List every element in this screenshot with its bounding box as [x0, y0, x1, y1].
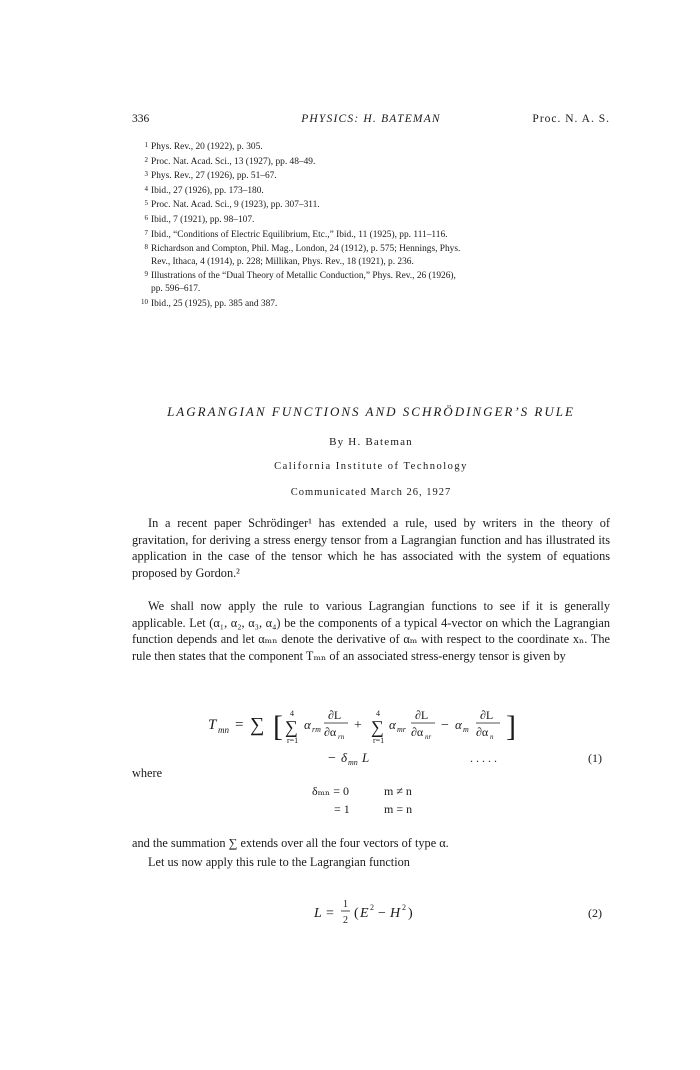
delta-row-2: = 1 m = n [334, 802, 413, 816]
footnote-continuation: pp. 596–617. [151, 283, 201, 294]
svg-text:L: L [314, 906, 322, 921]
equation-2-number: (2) [588, 906, 602, 920]
paragraph-1: In a recent paper Schrödinger¹ has extended a rule, used by writers in the theory of gravitation, for deriving a stress energy tensor from a Lagrangian function and has illustrated its application in the case of the tensor which he has associated with the system of equations proposed by Gordon.² [132, 516, 610, 580]
svg-text:rn: rn [338, 733, 345, 741]
page-number: 336 [132, 113, 150, 125]
footnote: 2 Proc. Nat. Acad. Sci., 13 (1927), pp. 48–49. [144, 155, 316, 167]
running-header [132, 113, 610, 129]
article-title: LAGRANGIAN FUNCTIONS AND SCHRÖDINGER’S RULE [167, 404, 575, 419]
journal-abbrev: Proc. N. A. S. [532, 113, 610, 125]
svg-text:=: = [235, 717, 244, 733]
svg-text:α: α [304, 717, 311, 732]
svg-text:+: + [354, 718, 362, 733]
svg-text:δ: δ [341, 750, 348, 765]
svg-text:−: − [328, 751, 336, 766]
svg-text:mn: mn [218, 725, 229, 735]
svg-text:∑: ∑ [371, 717, 384, 737]
footnote: 5 Proc. Nat. Acad. Sci., 9 (1923), pp. 307–311. [144, 199, 320, 211]
svg-text:m: m [463, 725, 469, 734]
svg-text:∂L: ∂L [328, 708, 342, 722]
svg-text:−: − [378, 906, 386, 921]
svg-text:α: α [455, 717, 462, 732]
svg-text:rm: rm [312, 725, 321, 734]
equation-1-number: (1) [588, 751, 602, 765]
svg-text:2: 2 [402, 903, 406, 912]
svg-text:nr: nr [425, 733, 432, 741]
svg-text:r=1: r=1 [287, 736, 299, 745]
svg-text:=: = [326, 906, 334, 921]
kronecker-delta-definition [312, 784, 452, 824]
svg-text:L: L [362, 750, 370, 765]
footnote: 8 Richardson and Compton, Phil. Mag., London, 24 (1912), p. 575; Hennings, Phys. [144, 243, 461, 255]
svg-text:∂α: ∂α [411, 725, 424, 739]
delta-row-1: δₘₙ = 0 m ≠ n [312, 784, 412, 798]
svg-text:): ) [408, 906, 413, 921]
svg-text:2: 2 [370, 903, 374, 912]
footnote: 10 Ibid., 25 (1925), pp. 385 and 387. [141, 297, 278, 309]
apply-rule-text: Let us now apply this rule to the Lagrangian function [148, 855, 410, 869]
running-head: PHYSICS: H. BATEMAN [301, 113, 441, 125]
footnote: 3 Phys. Rev., 27 (1926), pp. 51–67. [144, 170, 277, 182]
svg-text:∑: ∑ [250, 714, 265, 736]
footnote: 6 Ibid., 7 (1921), pp. 98–107. [144, 213, 255, 225]
svg-text:H: H [390, 906, 401, 921]
affiliation: California Institute of Technology [274, 461, 468, 472]
communicated-date: Communicated March 26, 1927 [290, 487, 452, 498]
svg-text:−: − [441, 718, 449, 733]
author-byline: By H. Bateman [329, 436, 413, 448]
svg-text:∂L: ∂L [480, 708, 494, 722]
svg-text:α: α [389, 717, 396, 732]
svg-text:n: n [490, 733, 494, 741]
equation-1 [132, 700, 610, 782]
svg-text:(: ( [354, 906, 359, 921]
where-label: where [132, 766, 163, 780]
footnotes [132, 139, 612, 310]
svg-text:∂α: ∂α [324, 725, 337, 739]
svg-text:1: 1 [343, 899, 348, 910]
svg-text:∂α: ∂α [476, 725, 489, 739]
footnote: 9 Illustrations of the “Dual Theory of Metallic Conduction,” Phys. Rev., 26 (1926), [144, 270, 456, 282]
equation-1-dots: . . . . . [470, 751, 497, 765]
svg-text:4: 4 [290, 709, 294, 718]
svg-text:]: ] [506, 710, 516, 743]
svg-text:mn: mn [348, 758, 358, 767]
footnote: 7 Ibid., “Conditions of Electric Equilibrium, Etc.,” Ibid., 11 (1925), pp. 111–116. [144, 228, 448, 240]
svg-text:E: E [360, 906, 369, 921]
footnote: 1 Phys. Rev., 20 (1922), p. 305. [144, 141, 263, 152]
equation-2 [132, 893, 610, 929]
svg-text:∑: ∑ [285, 717, 298, 737]
svg-text:[: [ [273, 710, 283, 743]
svg-text:T: T [208, 717, 217, 733]
footnote-continuation: Rev., Ithaca, 4 (1914), p. 228; Millikan, Phys. Rev., 18 (1921), p. 236. [151, 256, 414, 267]
svg-text:2: 2 [343, 915, 348, 926]
summation-text: and the summation ∑ extends over all the four vectors of type α. [132, 836, 449, 850]
paragraph-2: We shall now apply the rule to various Lagrangian functions to see if it is generally applicable. Let (α₁, α₂, α₃, α₄) be the components of a typical 4-vector on which the Lagrangian function depends and let αₘₙ denote the derivative of αₘ with respect to the coordinate xₙ. The rule then states that the component Tₘₙ of an associated stress-energy tensor is given by [132, 599, 610, 663]
svg-text:mr: mr [397, 725, 406, 734]
footnote: 4 Ibid., 27 (1926), pp. 173–180. [144, 184, 264, 196]
svg-text:4: 4 [376, 709, 380, 718]
svg-text:r=1: r=1 [373, 736, 385, 745]
svg-text:∂L: ∂L [415, 708, 429, 722]
